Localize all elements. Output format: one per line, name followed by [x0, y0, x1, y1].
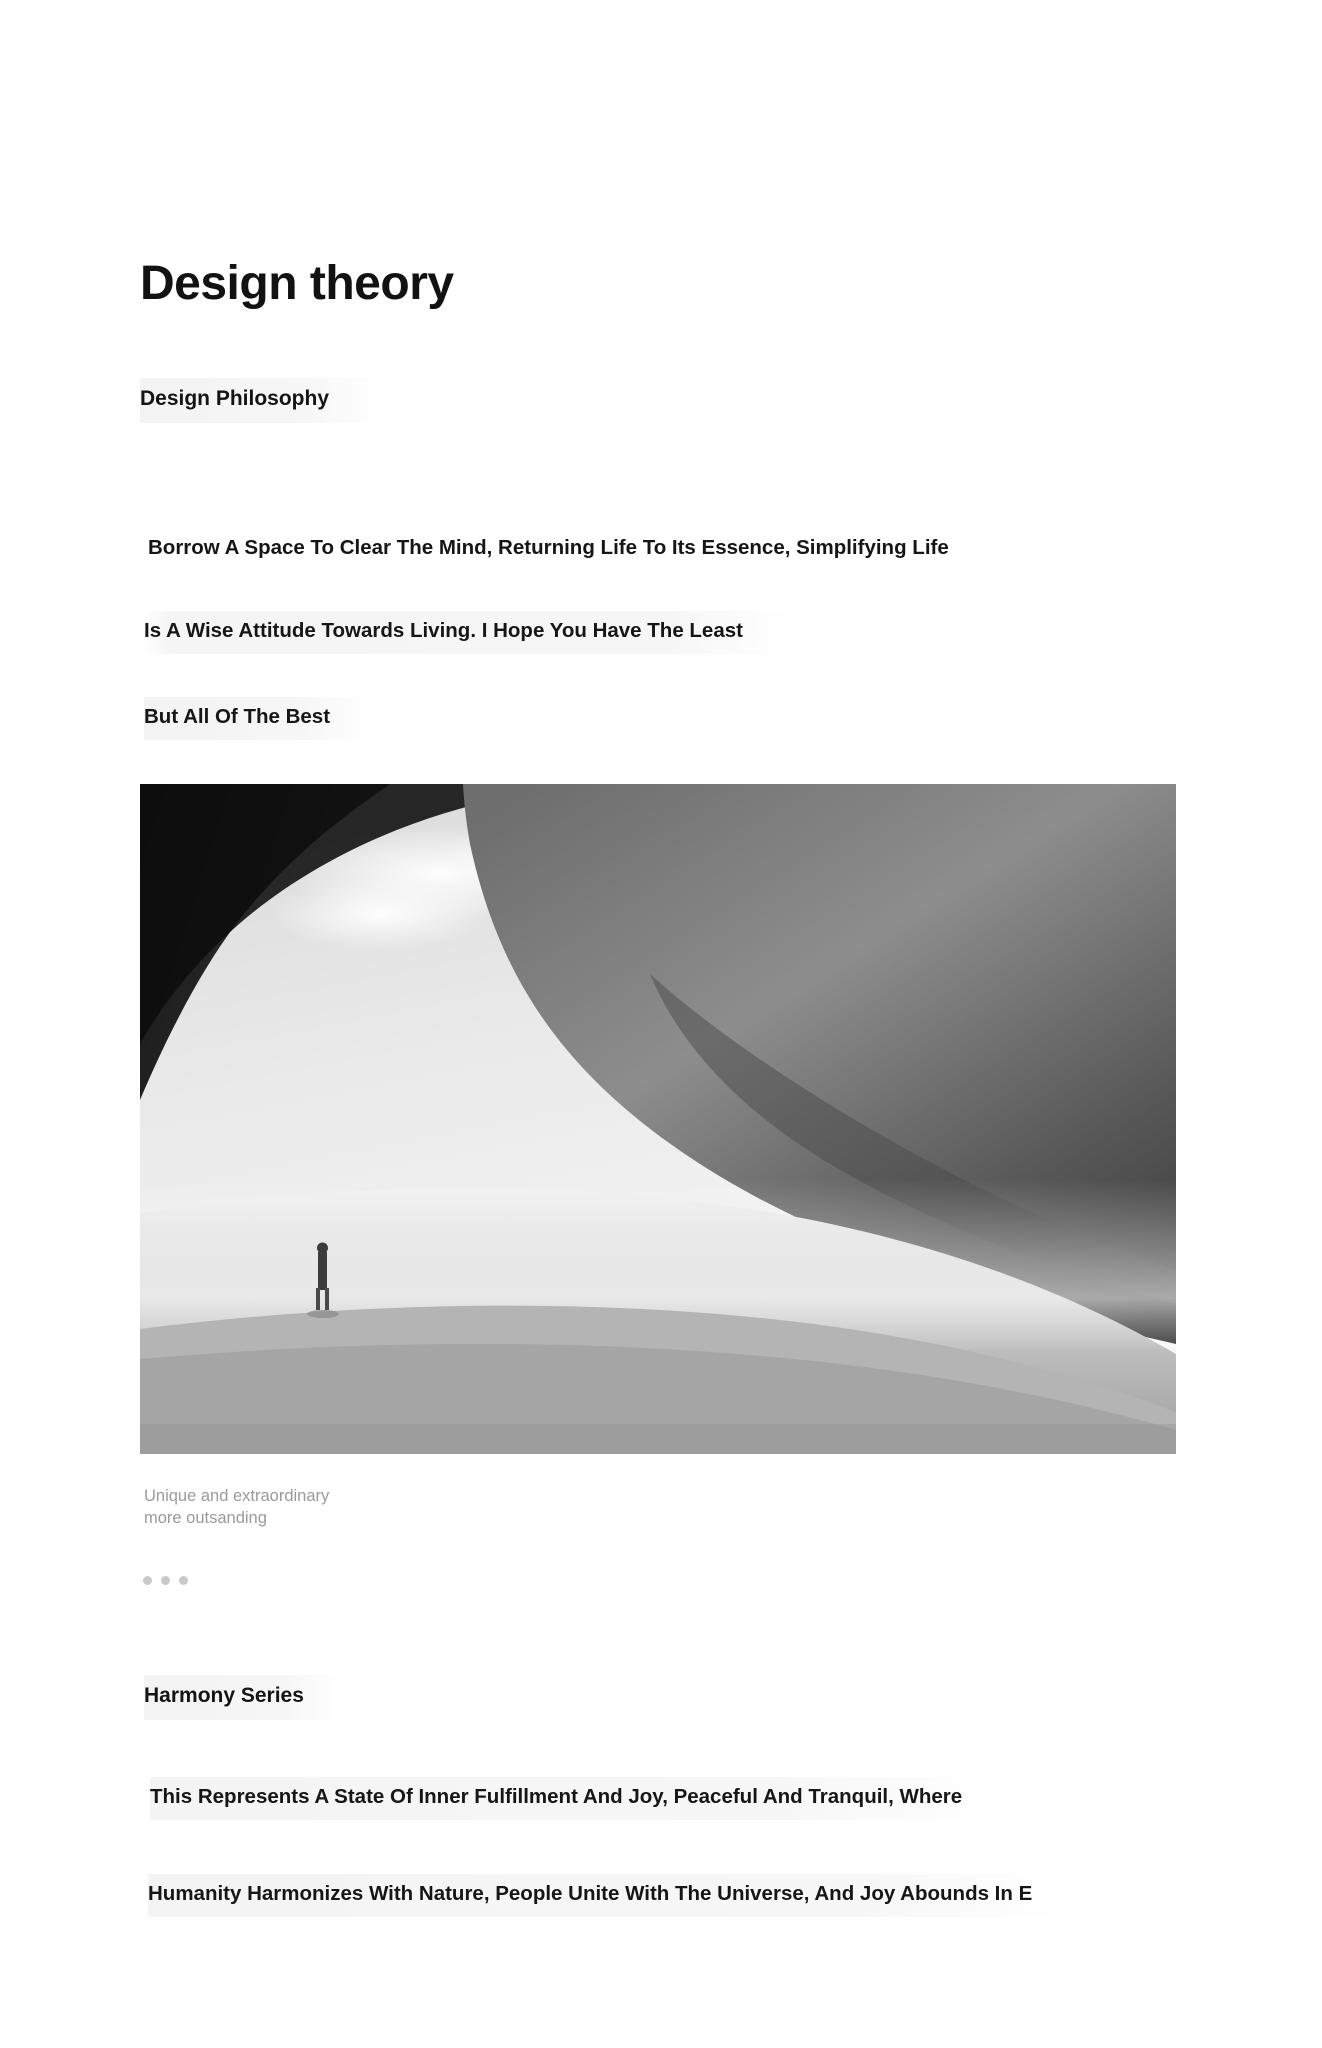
paragraph-line: Humanity Harmonizes With Nature, People Unite With The Universe, And Joy Abounds In E	[148, 1874, 1062, 1917]
architectural-interior-photo	[140, 784, 1176, 1454]
paragraph-line: This Represents A State Of Inner Fulfillment And Joy, Peaceful And Tranquil, Where	[150, 1777, 1002, 1820]
figure-caption-line2: more outsanding	[144, 1509, 267, 1528]
section-heading-design-philosophy: Design Philosophy	[140, 378, 383, 423]
figure-caption-line1: Unique and extraordinary	[144, 1487, 330, 1505]
page-title: Design theory	[140, 257, 454, 310]
section-heading-harmony-series: Harmony Series	[144, 1675, 342, 1720]
figure-artwork	[140, 784, 1176, 1454]
paragraph-line: Is A Wise Attitude Towards Living. I Hope You Have The Least	[144, 611, 791, 654]
carousel-dots[interactable]	[143, 1576, 188, 1585]
figure-caption	[144, 1485, 329, 1530]
paragraph-line: Borrow A Space To Clear The Mind, Returning Life To Its Essence, Simplifying Life	[148, 536, 949, 559]
paragraph-line: But All Of The Best	[144, 697, 372, 740]
carousel-dot[interactable]	[161, 1576, 170, 1585]
carousel-dot[interactable]	[179, 1576, 188, 1585]
carousel-dot[interactable]	[143, 1576, 152, 1585]
